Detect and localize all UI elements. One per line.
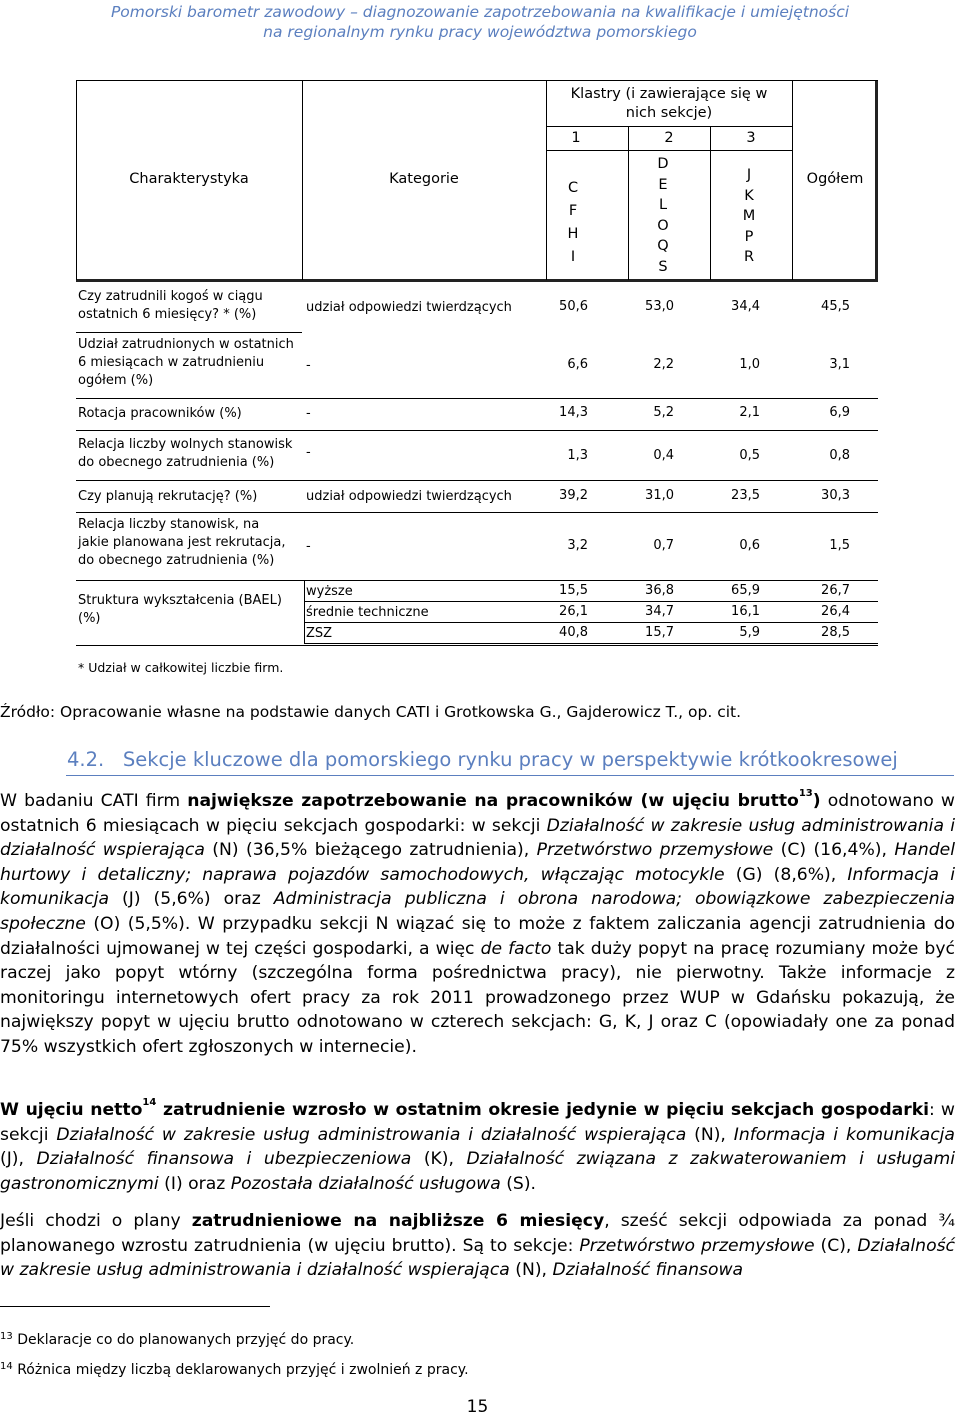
source-line: Źródło: Opracowanie własne na podstawie danych CATI i Grotkowska G., Gajderowicz T., op. cit. bbox=[0, 703, 742, 721]
header-categories: Kategorie bbox=[389, 171, 459, 187]
clusters-table bbox=[76, 80, 878, 645]
footnote-13: $^{13}$ Deklaracje co do planowanych przyjęć do pracy. bbox=[0, 1331, 355, 1348]
header-total: Ogółem bbox=[806, 171, 864, 187]
paragraph-2: W ujęciu netto$^{14}$ zatrudnienie wzrosło w ostatnim okresie jedynie w pięciu sekcjach gospodarki: w sekcji Działalność w zakresie usług administrowania i działalność wspierająca (N), Informacja i komunikacja (J), Działalność finansowa i ubezpieczeniowa (K), Działalność związana z zakwaterowaniem i usługami gastronomicznymi (I) oraz Pozostała działalność usługowa (S). bbox=[0, 1097, 955, 1194]
section-number: 4.2. bbox=[67, 748, 105, 771]
footnote-separator bbox=[0, 1306, 270, 1307]
table-row: Udział zatrudnionych w ostatnich 6 miesiącach w zatrudnieniu ogółem (%) - 6,6 2,2 1,0 3,1 bbox=[78, 337, 850, 388]
section-heading bbox=[67, 748, 898, 771]
cluster-number-3: 3 bbox=[746, 130, 756, 146]
education-label: Struktura wykształcenia (BAEL) (%) bbox=[78, 593, 282, 626]
header-characteristic: Charakterystyka bbox=[129, 171, 249, 187]
cluster-number-2: 2 bbox=[664, 130, 674, 146]
cluster-sections-3: J K M P R bbox=[742, 167, 756, 265]
section-underline bbox=[66, 775, 954, 776]
table-row: Czy zatrudnili kogoś w ciągu ostatnich 6 miesięcy? * (%) udział odpowiedzi twierdzących 50,6 53,0 34,4 45,5 bbox=[78, 289, 850, 322]
table-row: ZSZ 40,8 15,7 5,9 28,5 bbox=[306, 625, 850, 641]
cluster-number-1: 1 bbox=[571, 130, 581, 146]
page-header bbox=[0, 2, 960, 42]
table-row: Rotacja pracowników (%) - 14,3 5,2 2,1 6,9 bbox=[78, 405, 850, 421]
cluster-sections-1: C F H I bbox=[567, 180, 579, 265]
table-row: Relacja liczby wolnych stanowisk do obecnego zatrudnienia (%) - 1,3 0,4 0,5 0,8 bbox=[78, 437, 850, 470]
footnote-14: $^{14}$ Różnica między liczbą deklarowanych przyjęć i zwolnień z pracy. bbox=[0, 1361, 469, 1378]
table-note: * Udział w całkowitej liczbie firm. bbox=[78, 660, 284, 675]
header-line-2: na regionalnym rynku pracy województwa pomorskiego bbox=[263, 23, 697, 41]
table-row: Relacja liczby stanowisk, na jakie planowana jest rekrutacja, do obecnego zatrudnienia (%) - 3,2 0,7 0,6 1,5 bbox=[78, 517, 850, 568]
section-title: Sekcje kluczowe dla pomorskiego rynku pracy w perspektywie krótkookresowej bbox=[122, 748, 898, 771]
header-clusters-title: Klastry (i zawierające się w nich sekcje) bbox=[570, 86, 768, 121]
table-row: średnie techniczne 26,1 34,7 16,1 26,4 bbox=[306, 604, 850, 620]
table-row: Czy planują rekrutację? (%) udział odpowiedzi twierdzących 39,2 31,0 23,5 30,3 bbox=[78, 488, 850, 504]
paragraph-1: W badaniu CATI firm największe zapotrzebowanie na pracowników (w ujęciu brutto$^{13}$) odnotowano w ostatnich 6 miesiącach w pięciu sekcjach gospodarki: w sekcji Działalność w zakresie usług administrowania i działalność wspierająca (N) (36,5% bieżącego zatrudnienia), Przetwórstwo przemysłowe (C) (16,4%), Handel hurtowy i detaliczny; naprawa pojazdów samochodowych, włączając motocykle (G) (8,6%), Informacja i komunikacja (J) (5,6%) oraz Administracja publiczna i obrona narodowa; obowiązkowe zabezpieczenia społeczne (O) (5,5%). W przypadku sekcji N wiązać się to może z faktem zaliczania agencji zatrudnienia do działalności ujmowanej w tej części gospodarki, a więc de facto tak duży popyt na pracę rozumiany może być raczej jako popyt wtórny (szczególna forma pośrednictwa pracy), nie pierwotny. Także informacje z monitoringu internetowych ofert pracy za rok 2011 prowadzonego przez WUP w Gdańsku pokazują, że największy popyt w ujęciu brutto odnotowano w czterech sekcjach: G, K, J oraz C (opowiadały one za ponad 75% wszystkich ofert zgłoszonych w internecie). bbox=[0, 788, 955, 1057]
paragraph-3: Jeśli chodzi o plany zatrudnieniowe na najbliższe 6 miesięcy, sześć sekcji odpowiada za ponad ¾ planowanego wzrostu zatrudnienia (w ujęciu brutto). Są to sekcje: Przetwórstwo przemysłowe (C), Działalność w zakresie usług administrowania i działalność wspierająca (N), Działalność finansowa bbox=[0, 1211, 955, 1281]
cluster-sections-2: D E L O Q S bbox=[657, 156, 669, 275]
table-row: wyższe 15,5 36,8 65,9 26,7 bbox=[306, 583, 850, 599]
header-line-1: Pomorski barometr zawodowy – diagnozowanie zapotrzebowania na kwalifikacje i umiejętności bbox=[110, 3, 850, 21]
page-number: 15 bbox=[466, 1397, 489, 1417]
